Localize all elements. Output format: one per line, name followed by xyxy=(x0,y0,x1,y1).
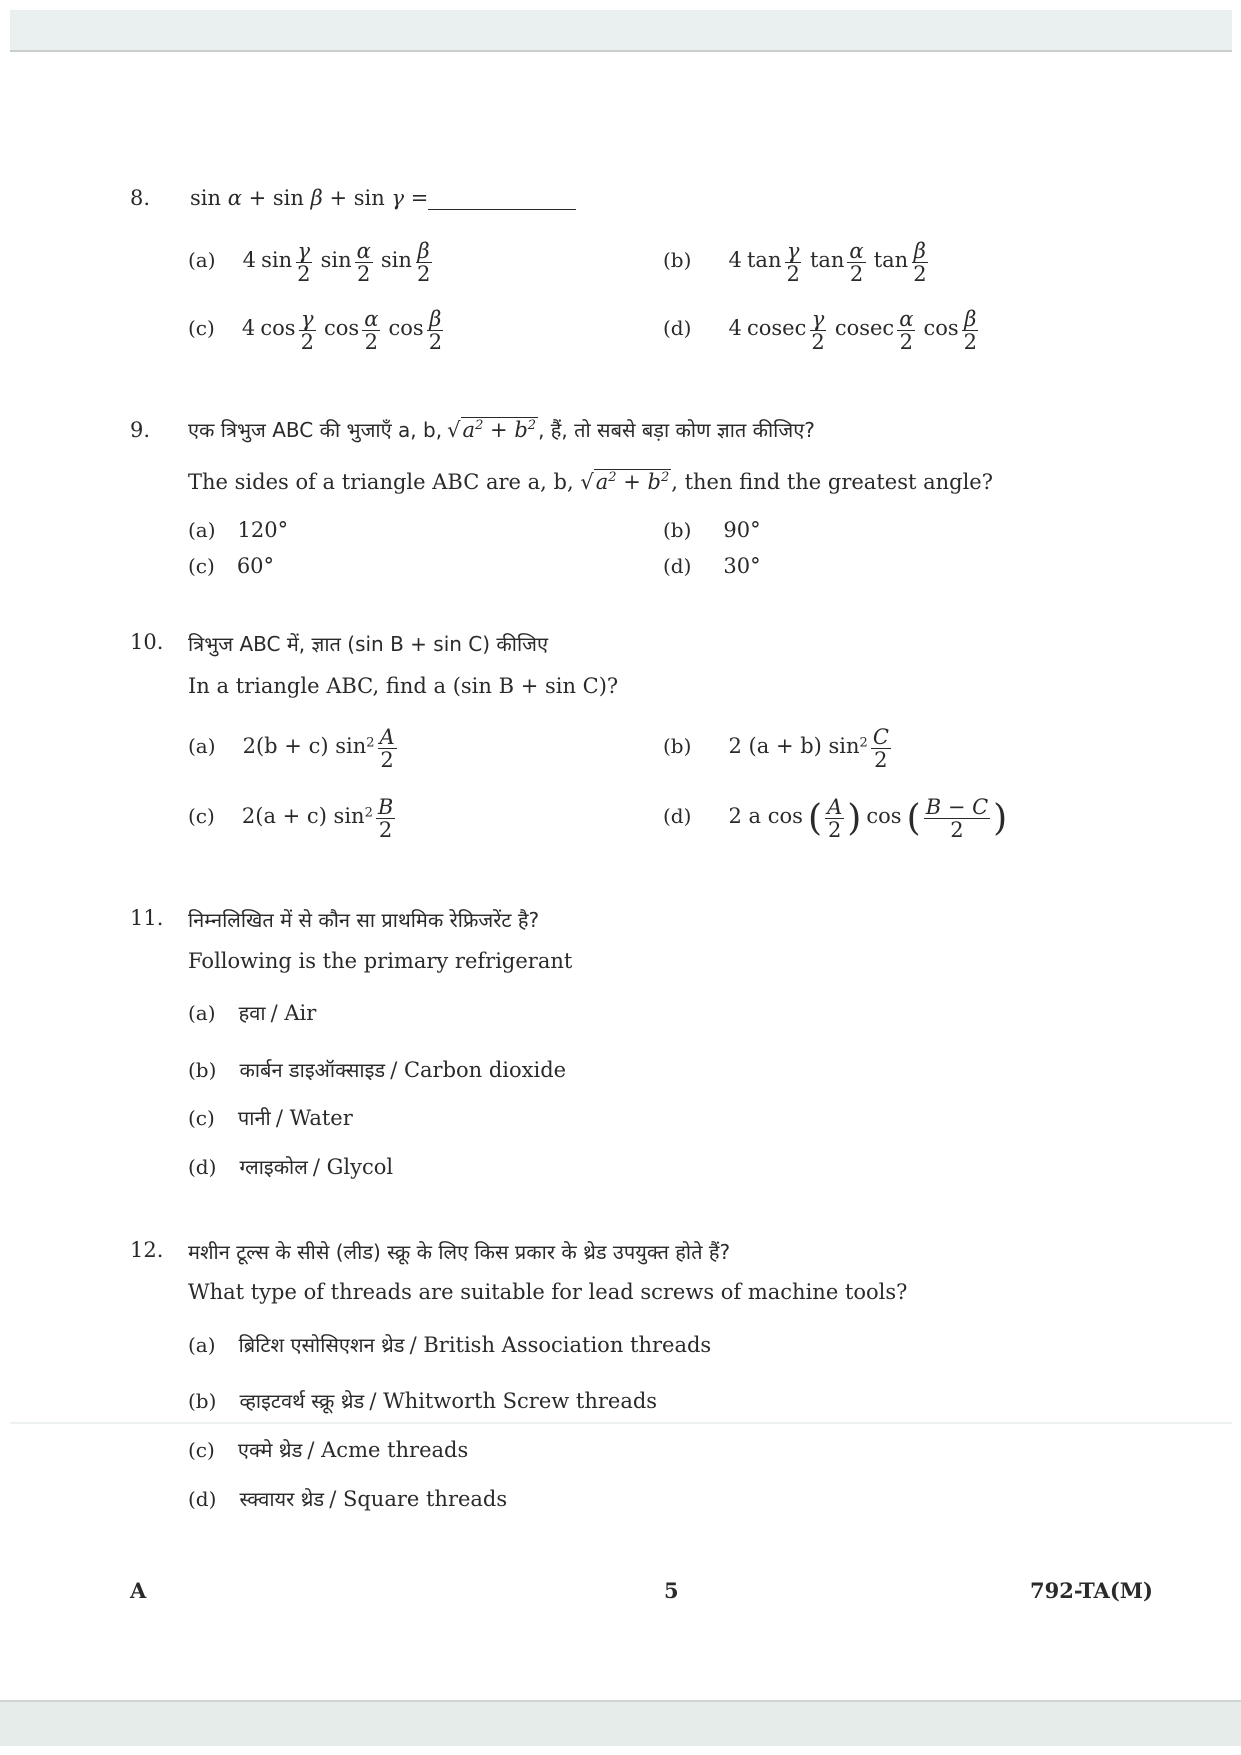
question-stem-english: The sides of a triangle ABC are a, b, $√a^2 + b^2$, then find the greatest angle? xyxy=(188,470,993,494)
option-d[interactable]: (d) 4 cosec $\frac{\gamma}{2}$ cosec $\frac{\alpha}{2}$ cos $\frac{\beta}{2}$ xyxy=(663,307,978,355)
option-a[interactable]: (a) 4 sin $\frac{\gamma}{2}$ sin $\frac{\alpha}{2}$ sin $\frac{\beta}{2}$ xyxy=(188,239,431,287)
option-b[interactable]: (b) व्हाइटवर्थ स्क्रू थ्रेड / Whitworth Screw threads xyxy=(188,1389,658,1413)
question-number: 8. xyxy=(130,186,151,210)
square-root-expression: $√a^2 + b^2$ xyxy=(447,418,537,442)
option-b[interactable]: (b) 90° xyxy=(663,518,761,542)
option-d[interactable]: (d) स्क्वायर थ्रेड / Square threads xyxy=(188,1487,508,1511)
paper-code: 792-TA(M) xyxy=(1030,1578,1153,1603)
option-b[interactable]: (b) कार्बन डाइऑक्साइड / Carbon dioxide xyxy=(188,1058,567,1082)
option-d[interactable]: (d) 30° xyxy=(663,554,761,578)
scan-crease-line xyxy=(10,1422,1232,1424)
question-number: 10. xyxy=(130,630,164,654)
option-c[interactable]: (c) 2(a + c) $\sin^2$ $\frac{B}{2}$ xyxy=(188,795,394,843)
scan-bottom-band xyxy=(0,1700,1241,1746)
series-letter: A xyxy=(130,1578,147,1603)
option-b[interactable]: (b) 2 (a + b) $\sin^2$ $\frac{C}{2}$ xyxy=(663,725,889,773)
question-number: 12. xyxy=(130,1238,164,1262)
option-d[interactable]: (d) 2 a cos ( $\frac{A}{2}$ ) cos ( $\frac{B - C}{2}$ ) xyxy=(663,795,1008,843)
option-c[interactable]: (c) 4 cos $\frac{\gamma}{2}$ cos $\frac{\alpha}{2}$ cos $\frac{\beta}{2}$ xyxy=(188,307,443,355)
option-a[interactable]: (a) 2(b + c) $\sin^2$ $\frac{A}{2}$ xyxy=(188,725,395,773)
question-stem-english: In a triangle ABC, find a (sin B + sin C)? xyxy=(188,674,619,698)
option-b[interactable]: (b) 4 tan $\frac{\gamma}{2}$ tan $\frac{\alpha}{2}$ tan $\frac{\beta}{2}$ xyxy=(663,239,927,287)
scan-top-band xyxy=(10,10,1232,52)
question-number: 11. xyxy=(130,906,164,930)
question-stem-english: Following is the primary refrigerant xyxy=(188,949,573,973)
question-stem-hindi: एक त्रिभुज ABC की भुजाएँ a, b, $√a^2 + b^2$ , हैं, तो सबसे बड़ा कोण ज्ञात कीजिए? xyxy=(188,418,815,442)
question-stem-english: What type of threads are suitable for lead screws of machine tools? xyxy=(188,1280,908,1304)
option-c[interactable]: (c) पानी / Water xyxy=(188,1106,353,1130)
question-stem-hindi: मशीन टूल्स के सीसे (लीड) स्क्रू के लिए किस प्रकार के थ्रेड उपयुक्त होते हैं? xyxy=(188,1240,731,1264)
option-c[interactable]: (c) एक्मे थ्रेड / Acme threads xyxy=(188,1438,469,1462)
option-d[interactable]: (d) ग्लाइकोल / Glycol xyxy=(188,1155,394,1179)
page-number: 5 xyxy=(664,1578,679,1603)
question-stem-hindi: त्रिभुज ABC में, ज्ञात (sin B + sin C) कीजिए xyxy=(188,632,549,656)
option-a[interactable]: (a) 120° xyxy=(188,518,289,542)
question-stem-hindi: निम्नलिखित में से कौन सा प्राथमिक रेफ्रिजरेंट है? xyxy=(188,908,540,932)
option-c[interactable]: (c) 60° xyxy=(188,554,275,578)
answer-blank xyxy=(428,191,576,210)
option-a[interactable]: (a) हवा / Air xyxy=(188,1001,317,1025)
option-a[interactable]: (a) ब्रिटिश एसोसिएशन थ्रेड / British Association threads xyxy=(188,1333,712,1357)
question-stem: sin α + sin β + sin γ = xyxy=(190,186,576,210)
square-root-expression: $√a^2 + b^2$ xyxy=(580,470,670,494)
question-number: 9. xyxy=(130,418,151,442)
